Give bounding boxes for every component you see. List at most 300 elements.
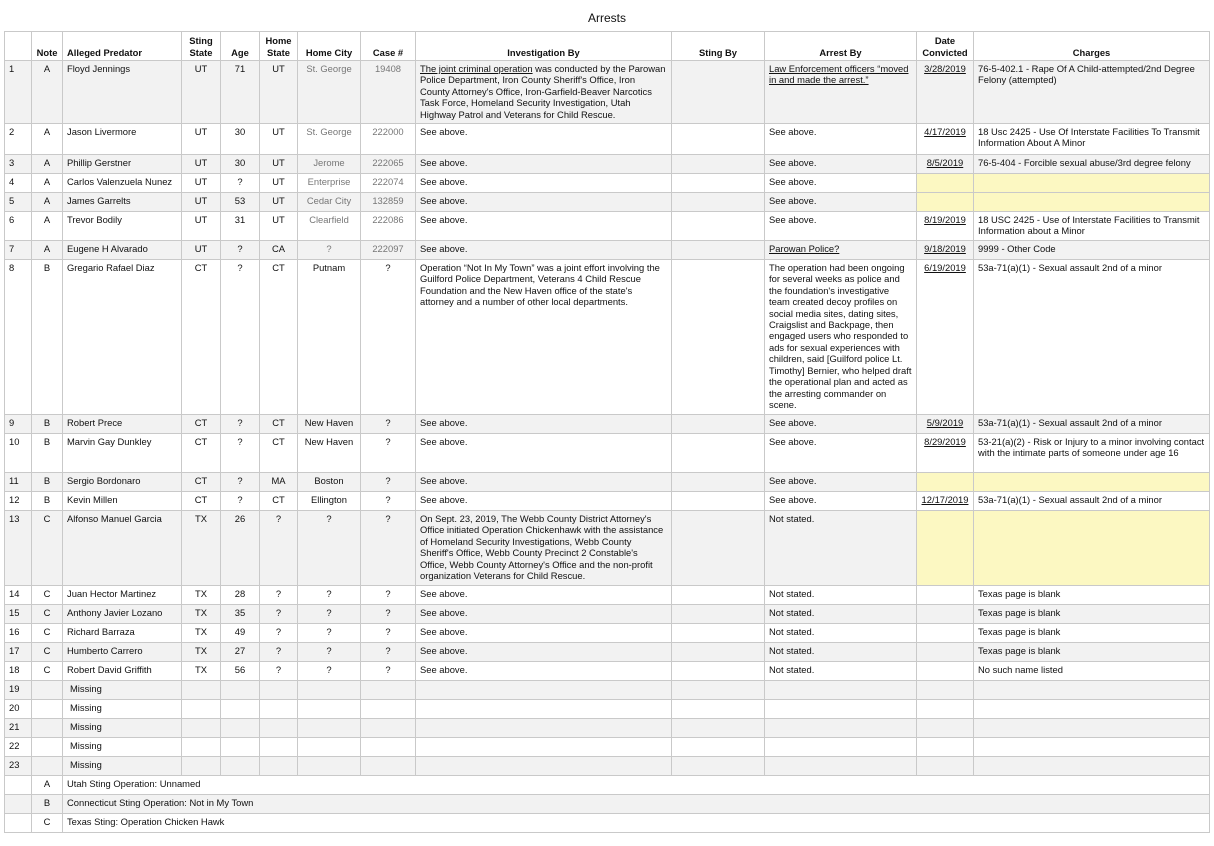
table-row bbox=[5, 757, 1210, 776]
row-number: 21 bbox=[5, 719, 32, 738]
charges-cell: 18 USC 2425 - Use of Interstate Facilities to Transmit Information about a Minor bbox=[974, 212, 1210, 241]
header-predator: Alleged Predator bbox=[63, 32, 182, 61]
age-cell: ? bbox=[221, 174, 260, 193]
predator-name: Floyd Jennings bbox=[63, 61, 182, 124]
table-row bbox=[5, 738, 1210, 757]
charges-cell bbox=[974, 511, 1210, 586]
age-cell: ? bbox=[221, 415, 260, 434]
charges-cell bbox=[974, 738, 1210, 757]
predator-name: Alfonso Manuel Garcia bbox=[63, 511, 182, 586]
row-number: 10 bbox=[5, 434, 32, 473]
date-link[interactable]: 9/18/2019 bbox=[924, 243, 966, 255]
investigation-cell: See above. bbox=[416, 662, 672, 681]
note-cell: A bbox=[32, 174, 63, 193]
case-number-cell: ? bbox=[361, 473, 416, 492]
age-cell: ? bbox=[221, 434, 260, 473]
age-cell: 30 bbox=[221, 124, 260, 155]
arrest-by-cell: Not stated. bbox=[765, 511, 917, 586]
note-cell: A bbox=[32, 61, 63, 124]
sting-state-cell: TX bbox=[182, 511, 221, 586]
home-city-cell: Clearfield bbox=[298, 212, 361, 241]
age-cell: 28 bbox=[221, 586, 260, 605]
date-convicted-cell bbox=[917, 473, 974, 492]
case-number-cell: ? bbox=[361, 434, 416, 473]
header-date-convicted: Date Convicted bbox=[917, 32, 974, 61]
arrest-by-cell bbox=[765, 719, 917, 738]
home-state-cell: ? bbox=[260, 511, 298, 586]
investigation-cell: See above. bbox=[416, 643, 672, 662]
sting-state-cell: UT bbox=[182, 174, 221, 193]
date-convicted-cell bbox=[917, 624, 974, 643]
home-state-cell bbox=[260, 757, 298, 776]
investigation-cell: See above. bbox=[416, 492, 672, 511]
date-link[interactable]: 12/17/2019 bbox=[921, 494, 969, 506]
row-number: 18 bbox=[5, 662, 32, 681]
header-row bbox=[5, 32, 1210, 61]
charges-cell: Texas page is blank bbox=[974, 624, 1210, 643]
sting-state-cell: CT bbox=[182, 473, 221, 492]
charges-cell bbox=[974, 473, 1210, 492]
date-convicted-cell bbox=[917, 492, 974, 511]
home-state-cell: UT bbox=[260, 61, 298, 124]
sting-by-cell bbox=[672, 719, 765, 738]
investigation-cell bbox=[416, 681, 672, 700]
case-number-cell: 222086 bbox=[361, 212, 416, 241]
sting-by-cell bbox=[672, 124, 765, 155]
arrest-by-cell: Not stated. bbox=[765, 662, 917, 681]
note-cell: C bbox=[32, 662, 63, 681]
charges-cell: Texas page is blank bbox=[974, 605, 1210, 624]
investigation-cell: Operation “Not In My Town” was a joint effort involving the Guilford Police Department, Veterans 4 Child Rescue Foundation and the New Haven office of the state's attorney and a number of other local departments. bbox=[416, 260, 672, 415]
case-number-cell: ? bbox=[361, 643, 416, 662]
note-cell: C bbox=[32, 586, 63, 605]
footnote-row bbox=[5, 776, 1210, 795]
predator-name: Missing bbox=[63, 700, 182, 719]
row-number: 23 bbox=[5, 757, 32, 776]
arrest-by-cell: See above. bbox=[765, 193, 917, 212]
arrest-by-cell bbox=[765, 61, 917, 124]
arrest-by-cell bbox=[765, 738, 917, 757]
case-number-cell bbox=[361, 757, 416, 776]
home-city-cell: New Haven bbox=[298, 415, 361, 434]
note-cell: C bbox=[32, 605, 63, 624]
date-link[interactable]: 3/28/2019 bbox=[924, 63, 966, 74]
home-state-cell: CT bbox=[260, 260, 298, 415]
age-cell bbox=[221, 719, 260, 738]
home-state-cell: UT bbox=[260, 155, 298, 174]
home-city-cell: Boston bbox=[298, 473, 361, 492]
case-number-cell: ? bbox=[361, 511, 416, 586]
charges-cell bbox=[974, 193, 1210, 212]
date-convicted-cell bbox=[917, 212, 974, 241]
age-cell: 35 bbox=[221, 605, 260, 624]
investigation-cell: See above. bbox=[416, 473, 672, 492]
note-cell: B bbox=[32, 260, 63, 415]
header-num bbox=[5, 32, 32, 61]
footnote-text: Connecticut Sting Operation: Not in My Town bbox=[63, 795, 1210, 814]
note-cell: A bbox=[32, 193, 63, 212]
note-cell: C bbox=[32, 624, 63, 643]
arrest-by-cell: See above. bbox=[765, 155, 917, 174]
table-row bbox=[5, 681, 1210, 700]
footnote-text: Texas Sting: Operation Chicken Hawk bbox=[63, 814, 1210, 833]
row-number: 22 bbox=[5, 738, 32, 757]
table-row bbox=[5, 473, 1210, 492]
row-number: 15 bbox=[5, 605, 32, 624]
footnote-key: A bbox=[32, 776, 63, 795]
table-row bbox=[5, 719, 1210, 738]
charges-cell bbox=[974, 700, 1210, 719]
footnote-text: Utah Sting Operation: Unnamed bbox=[63, 776, 1210, 795]
arrest-by-cell: Not stated. bbox=[765, 624, 917, 643]
investigation-cell: See above. bbox=[416, 605, 672, 624]
date-link[interactable]: 8/29/2019 bbox=[924, 436, 966, 448]
date-link[interactable]: 6/19/2019 bbox=[924, 262, 966, 274]
investigation-cell: See above. bbox=[416, 193, 672, 212]
table-row bbox=[5, 241, 1210, 260]
sting-by-cell bbox=[672, 434, 765, 473]
case-number-cell: 222097 bbox=[361, 241, 416, 260]
investigation-cell: See above. bbox=[416, 241, 672, 260]
date-convicted-cell bbox=[917, 124, 974, 155]
charges-cell: 76-5-402.1 - Rape Of A Child-attempted/2nd Degree Felony (attempted) bbox=[974, 61, 1210, 124]
predator-name: Robert David Griffith bbox=[63, 662, 182, 681]
sting-by-cell bbox=[672, 643, 765, 662]
charges-cell: 53a-71(a)(1) - Sexual assault 2nd of a minor bbox=[974, 415, 1210, 434]
home-state-cell: MA bbox=[260, 473, 298, 492]
date-link[interactable]: 8/5/2019 bbox=[926, 157, 964, 169]
note-cell: B bbox=[32, 473, 63, 492]
arrest-link[interactable]: Law Enforcement officers “moved in and made the arrest.” bbox=[769, 63, 909, 86]
home-city-cell: ? bbox=[298, 624, 361, 643]
arrest-by-cell: See above. bbox=[765, 415, 917, 434]
investigation-cell: See above. bbox=[416, 586, 672, 605]
case-number-cell bbox=[361, 681, 416, 700]
age-cell: 30 bbox=[221, 155, 260, 174]
sting-by-cell bbox=[672, 193, 765, 212]
home-city-cell: Enterprise bbox=[298, 174, 361, 193]
home-city-cell bbox=[298, 738, 361, 757]
sting-state-cell: TX bbox=[182, 624, 221, 643]
sting-state-cell: TX bbox=[182, 643, 221, 662]
header-arrest-by: Arrest By bbox=[765, 32, 917, 61]
case-number-cell: 222074 bbox=[361, 174, 416, 193]
date-link[interactable]: 4/17/2019 bbox=[924, 126, 966, 138]
note-cell: A bbox=[32, 241, 63, 260]
footnote-key: B bbox=[32, 795, 63, 814]
predator-name: Kevin Millen bbox=[63, 492, 182, 511]
arrest-by-cell: Not stated. bbox=[765, 643, 917, 662]
home-state-cell: UT bbox=[260, 212, 298, 241]
arrest-by-cell: See above. bbox=[765, 434, 917, 473]
charges-cell bbox=[974, 681, 1210, 700]
sting-by-cell bbox=[672, 174, 765, 193]
sting-by-cell bbox=[672, 662, 765, 681]
charges-cell bbox=[974, 174, 1210, 193]
age-cell bbox=[221, 757, 260, 776]
sting-by-cell bbox=[672, 511, 765, 586]
date-convicted-cell bbox=[917, 193, 974, 212]
age-cell bbox=[221, 700, 260, 719]
charges-cell: 53a-71(a)(1) - Sexual assault 2nd of a minor bbox=[974, 492, 1210, 511]
sting-by-cell bbox=[672, 700, 765, 719]
note-cell: A bbox=[32, 155, 63, 174]
investigation-cell: See above. bbox=[416, 174, 672, 193]
note-cell: A bbox=[32, 124, 63, 155]
date-convicted-cell bbox=[917, 719, 974, 738]
age-cell: 56 bbox=[221, 662, 260, 681]
date-convicted-cell bbox=[917, 662, 974, 681]
header-note: Note bbox=[32, 32, 63, 61]
sting-state-cell bbox=[182, 700, 221, 719]
home-city-cell: St. George bbox=[298, 61, 361, 124]
row-number: 5 bbox=[5, 193, 32, 212]
charges-cell bbox=[974, 757, 1210, 776]
row-number: 8 bbox=[5, 260, 32, 415]
note-cell: B bbox=[32, 415, 63, 434]
predator-name: Carlos Valenzuela Nunez bbox=[63, 174, 182, 193]
home-city-cell: ? bbox=[298, 511, 361, 586]
date-convicted-cell bbox=[917, 757, 974, 776]
age-cell: 31 bbox=[221, 212, 260, 241]
home-city-cell: ? bbox=[298, 643, 361, 662]
predator-name: Phillip Gerstner bbox=[63, 155, 182, 174]
sting-state-cell bbox=[182, 757, 221, 776]
note-cell bbox=[32, 738, 63, 757]
page-title: Arrests bbox=[587, 11, 626, 25]
table-row bbox=[5, 434, 1210, 473]
table-row bbox=[5, 61, 1210, 124]
home-state-cell: UT bbox=[260, 124, 298, 155]
sting-state-cell: CT bbox=[182, 492, 221, 511]
header-age: Age bbox=[221, 32, 260, 61]
arrest-by-cell: Not stated. bbox=[765, 605, 917, 624]
row-number: 12 bbox=[5, 492, 32, 511]
investigation-cell: See above. bbox=[416, 155, 672, 174]
home-state-cell: ? bbox=[260, 624, 298, 643]
sting-by-cell bbox=[672, 492, 765, 511]
header-home-state: Home State bbox=[260, 32, 298, 61]
note-cell bbox=[32, 681, 63, 700]
home-state-cell: ? bbox=[260, 643, 298, 662]
case-number-cell: ? bbox=[361, 605, 416, 624]
table-row bbox=[5, 662, 1210, 681]
note-cell: C bbox=[32, 643, 63, 662]
predator-name: Sergio Bordonaro bbox=[63, 473, 182, 492]
age-cell: 27 bbox=[221, 643, 260, 662]
arrest-by-cell: Not stated. bbox=[765, 586, 917, 605]
predator-name: Gregario Rafael Diaz bbox=[63, 260, 182, 415]
date-convicted-cell bbox=[917, 260, 974, 415]
home-state-cell: ? bbox=[260, 586, 298, 605]
date-convicted-cell bbox=[917, 738, 974, 757]
note-cell: A bbox=[32, 212, 63, 241]
home-state-cell: CT bbox=[260, 492, 298, 511]
table-row bbox=[5, 511, 1210, 586]
charges-cell bbox=[974, 719, 1210, 738]
age-cell: ? bbox=[221, 260, 260, 415]
charges-cell: 18 Usc 2425 - Use Of Interstate Facilities To Transmit Information About A Minor bbox=[974, 124, 1210, 155]
predator-name: Missing bbox=[63, 738, 182, 757]
header-home-city: Home City bbox=[298, 32, 361, 61]
sting-state-cell: UT bbox=[182, 61, 221, 124]
predator-name: James Garrelts bbox=[63, 193, 182, 212]
age-cell: 71 bbox=[221, 61, 260, 124]
arrest-by-cell: The operation had been ongoing for several weeks as police and the foundation's investigative team created decoy profiles on social media sites, dating sites, Craigslist and Backpage, then engaged users who responded to ads for sexual experiences with children, said [Guilford police Lt. Timothy] Bernier, who helped draft the operational plan and acted as the arresting commander on scene. bbox=[765, 260, 917, 415]
home-city-cell: Jerome bbox=[298, 155, 361, 174]
home-state-cell: ? bbox=[260, 605, 298, 624]
note-cell: C bbox=[32, 511, 63, 586]
charges-cell: Texas page is blank bbox=[974, 643, 1210, 662]
charges-cell: 53-21(a)(2) - Risk or Injury to a minor involving contact with the intimate parts of someone under age 16 bbox=[974, 434, 1210, 473]
note-cell: B bbox=[32, 492, 63, 511]
date-convicted-cell bbox=[917, 241, 974, 260]
case-number-cell bbox=[361, 738, 416, 757]
predator-name: Humberto Carrero bbox=[63, 643, 182, 662]
header-investigation: Investigation By bbox=[416, 32, 672, 61]
footnote-key: C bbox=[32, 814, 63, 833]
table-row bbox=[5, 174, 1210, 193]
row-number: 7 bbox=[5, 241, 32, 260]
sting-state-cell: UT bbox=[182, 212, 221, 241]
sting-state-cell: CT bbox=[182, 415, 221, 434]
home-city-cell: New Haven bbox=[298, 434, 361, 473]
row-number: 16 bbox=[5, 624, 32, 643]
predator-name: Marvin Gay Dunkley bbox=[63, 434, 182, 473]
home-state-cell: ? bbox=[260, 662, 298, 681]
predator-name: Missing bbox=[63, 757, 182, 776]
investigation-cell: See above. bbox=[416, 212, 672, 241]
row-number: 2 bbox=[5, 124, 32, 155]
home-state-cell bbox=[260, 700, 298, 719]
sting-by-cell bbox=[672, 241, 765, 260]
sting-state-cell: UT bbox=[182, 124, 221, 155]
row-number: 13 bbox=[5, 511, 32, 586]
investigation-cell: See above. bbox=[416, 124, 672, 155]
header-case: Case # bbox=[361, 32, 416, 61]
row-number: 17 bbox=[5, 643, 32, 662]
date-link[interactable]: 8/19/2019 bbox=[924, 214, 966, 226]
case-number-cell: 222000 bbox=[361, 124, 416, 155]
predator-name: Juan Hector Martinez bbox=[63, 586, 182, 605]
table-row bbox=[5, 492, 1210, 511]
sting-state-cell bbox=[182, 681, 221, 700]
home-state-cell bbox=[260, 738, 298, 757]
case-number-cell: ? bbox=[361, 492, 416, 511]
row-number: 1 bbox=[5, 61, 32, 124]
sting-by-cell bbox=[672, 473, 765, 492]
predator-name: Missing bbox=[63, 719, 182, 738]
arrest-by-cell: See above. bbox=[765, 492, 917, 511]
header-charges: Charges bbox=[974, 32, 1210, 61]
table-row bbox=[5, 643, 1210, 662]
date-convicted-cell bbox=[917, 155, 974, 174]
arrest-by-cell bbox=[765, 241, 917, 260]
table-row bbox=[5, 586, 1210, 605]
date-link[interactable]: 5/9/2019 bbox=[926, 417, 964, 429]
date-convicted-cell bbox=[917, 174, 974, 193]
note-cell: B bbox=[32, 434, 63, 473]
home-city-cell: Putnam bbox=[298, 260, 361, 415]
home-state-cell bbox=[260, 681, 298, 700]
sting-state-cell bbox=[182, 738, 221, 757]
investigation-text: was conducted by the Parowan Police Department, Iron County Sheriff's Office, Iron County Attorney's Office, Iron-Garfield-Beaver Narcotics Task Force, Homeland Security Investigation, Utah Highway Patrol and Veterans for Child Rescue. bbox=[420, 63, 666, 120]
investigation-cell bbox=[416, 738, 672, 757]
home-state-cell: CT bbox=[260, 434, 298, 473]
investigation-cell: See above. bbox=[416, 415, 672, 434]
table-row bbox=[5, 260, 1210, 415]
case-number-cell: ? bbox=[361, 662, 416, 681]
predator-name: Eugene H Alvarado bbox=[63, 241, 182, 260]
home-state-cell bbox=[260, 719, 298, 738]
home-state-cell: UT bbox=[260, 174, 298, 193]
predator-name: Richard Barraza bbox=[63, 624, 182, 643]
case-number-cell bbox=[361, 700, 416, 719]
note-cell bbox=[32, 700, 63, 719]
sting-state-cell: UT bbox=[182, 193, 221, 212]
case-number-cell: ? bbox=[361, 260, 416, 415]
arrest-link[interactable]: Parowan Police? bbox=[769, 243, 840, 255]
predator-name: Anthony Javier Lozano bbox=[63, 605, 182, 624]
header-sting-by: Sting By bbox=[672, 32, 765, 61]
sting-by-cell bbox=[672, 681, 765, 700]
predator-name: Missing bbox=[63, 681, 182, 700]
investigation-cell bbox=[416, 719, 672, 738]
sting-by-cell bbox=[672, 61, 765, 124]
arrest-by-cell bbox=[765, 681, 917, 700]
home-city-cell: St. George bbox=[298, 124, 361, 155]
footnote-spacer bbox=[5, 795, 32, 814]
age-cell: ? bbox=[221, 473, 260, 492]
arrest-by-cell: See above. bbox=[765, 212, 917, 241]
row-number: 3 bbox=[5, 155, 32, 174]
home-state-cell: UT bbox=[260, 193, 298, 212]
home-city-cell bbox=[298, 700, 361, 719]
age-cell: ? bbox=[221, 492, 260, 511]
date-convicted-cell bbox=[917, 681, 974, 700]
row-number: 19 bbox=[5, 681, 32, 700]
sting-by-cell bbox=[672, 155, 765, 174]
table-row bbox=[5, 605, 1210, 624]
case-number-cell: 132859 bbox=[361, 193, 416, 212]
charges-cell: Texas page is blank bbox=[974, 586, 1210, 605]
sting-state-cell: TX bbox=[182, 662, 221, 681]
age-cell: 53 bbox=[221, 193, 260, 212]
case-number-cell: 19408 bbox=[361, 61, 416, 124]
charges-cell: 76-5-404 - Forcible sexual abuse/3rd degree felony bbox=[974, 155, 1210, 174]
sting-by-cell bbox=[672, 415, 765, 434]
row-number: 4 bbox=[5, 174, 32, 193]
investigation-cell: On Sept. 23, 2019, The Webb County District Attorney's Office initiated Operation Chickenhawk with the assistance of Homeland Security Investigations, Webb County Sheriff's Office, Webb County Precinct 2 Constable's Office, Webb County Attorney's Office and the non-profit organization Veterans for Child Rescue. bbox=[416, 511, 672, 586]
sting-by-cell bbox=[672, 586, 765, 605]
predator-name: Trevor Bodily bbox=[63, 212, 182, 241]
investigation-cell bbox=[416, 700, 672, 719]
age-cell: 26 bbox=[221, 511, 260, 586]
charges-cell: 9999 - Other Code bbox=[974, 241, 1210, 260]
arrest-by-cell bbox=[765, 700, 917, 719]
home-city-cell: Ellington bbox=[298, 492, 361, 511]
home-city-cell bbox=[298, 719, 361, 738]
footnote-row bbox=[5, 795, 1210, 814]
sting-by-cell bbox=[672, 757, 765, 776]
case-number-cell: ? bbox=[361, 415, 416, 434]
investigation-cell bbox=[416, 757, 672, 776]
row-number: 11 bbox=[5, 473, 32, 492]
arrest-by-cell: See above. bbox=[765, 124, 917, 155]
investigation-link[interactable]: The joint criminal operation bbox=[420, 63, 533, 74]
sting-by-cell bbox=[672, 738, 765, 757]
charges-cell: 53a-71(a)(1) - Sexual assault 2nd of a minor bbox=[974, 260, 1210, 415]
